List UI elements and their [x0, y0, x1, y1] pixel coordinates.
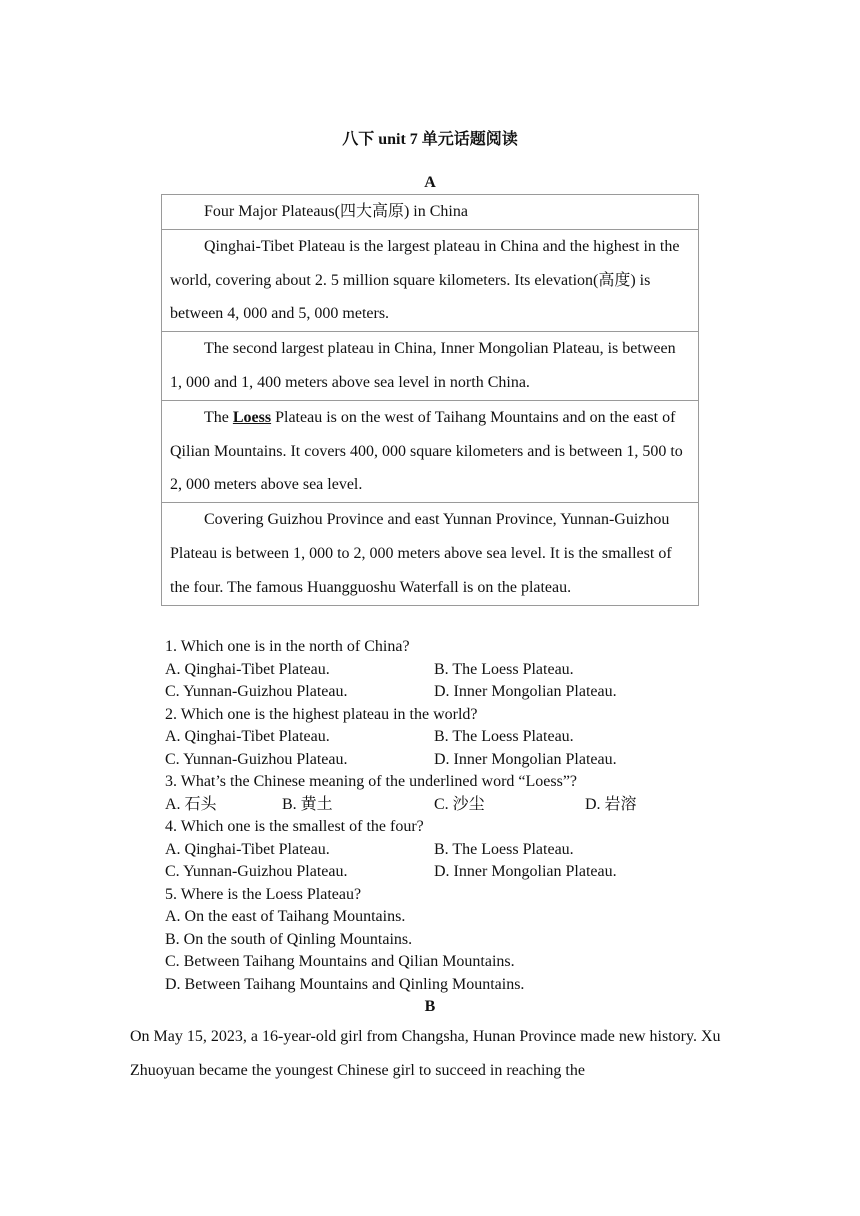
passage-b	[130, 1020, 730, 1087]
answer-option: A. On the east of Taihang Mountains.	[165, 908, 406, 925]
question-stem: 5. Where is the Loess Plateau?	[165, 885, 362, 903]
question-stem: 3. What’s the Chinese meaning of the underlined word “Loess”?	[165, 773, 578, 790]
answer-option: A. Qinghai-Tibet Plateau.	[165, 728, 330, 745]
section-a-label: A	[424, 174, 436, 191]
table-row	[162, 229, 699, 331]
answer-option: D. Inner Mongolian Plateau.	[434, 863, 617, 880]
table-cell-text: The second largest plateau in China, Inner Mongolian Plateau, is between 1, 000 and 1, 400 meters above sea level in north China.	[170, 340, 676, 391]
answer-option: C. Yunnan-Guizhou Plateau.	[165, 863, 348, 880]
question-stem: 1. Which one is in the north of China?	[165, 638, 410, 655]
plateau-table	[161, 194, 699, 606]
answer-option: D. Inner Mongolian Plateau.	[434, 750, 617, 768]
table-cell-text: Covering Guizhou Province and east Yunnan Province, Yunnan-Guizhou Plateau is between 1, 000 to 2, 000 meters above sea level. It is the smallest of the four. The famous Huangguoshu Waterfall is on the plateau.	[170, 511, 672, 596]
answer-option: B. On the south of Qinling Mountains.	[165, 930, 413, 948]
answer-option: A. Qinghai-Tibet Plateau.	[165, 840, 330, 858]
answer-option: C. Between Taihang Mountains and Qilian Mountains.	[165, 953, 515, 970]
answer-option: C. Yunnan-Guizhou Plateau.	[165, 750, 348, 768]
answer-option: B. The Loess Plateau.	[434, 660, 574, 678]
table-heading: Four Major Plateaus(四大高原) in China	[204, 203, 468, 220]
table-cell-text: The Loess Plateau is on the west of Taihang Mountains and on the east of Qilian Mountains. It covers 400, 000 square kilometers and is between 1, 500 to 2, 000 meters above sea level.	[170, 408, 683, 494]
table-row	[162, 400, 699, 502]
table-row	[162, 195, 699, 230]
question-stem: 2. Which one is the highest plateau in the world?	[165, 705, 478, 723]
answer-option: D. Between Taihang Mountains and Qinling Mountains.	[165, 975, 525, 993]
answer-option: D. 岩溶	[585, 795, 637, 813]
section-b-label: B	[424, 998, 436, 1015]
table-cell-text: Qinghai-Tibet Plateau is the largest plateau in China and the highest in the world, covering about 2. 5 million square kilometers. Its elevation(高度) is between 4, 000 and 5, 000 meters.	[170, 237, 680, 323]
underlined-word-loess: Loess	[232, 408, 272, 426]
table-row	[162, 332, 699, 401]
question-list	[165, 636, 765, 996]
answer-option: A. 石头	[165, 795, 217, 813]
answer-option: B. The Loess Plateau.	[434, 840, 574, 858]
answer-option: B. 黄土	[282, 795, 333, 813]
answer-option: D. Inner Mongolian Plateau.	[434, 683, 617, 700]
answer-option: A. Qinghai-Tibet Plateau.	[165, 660, 330, 678]
page-title: 八下 unit 7 单元话题阅读	[342, 131, 518, 148]
answer-option: C. 沙尘	[434, 795, 485, 813]
answer-option: B. The Loess Plateau.	[434, 728, 574, 745]
question-stem: 4. Which one is the smallest of the four?	[165, 818, 424, 835]
answer-option: C. Yunnan-Guizhou Plateau.	[165, 683, 348, 700]
passage-b-text: On May 15, 2023, a 16-year-old girl from Changsha, Hunan Province made new history. Xu Zhuoyuan became the youngest Chinese girl to succeed in reaching the	[130, 1028, 721, 1079]
table-row	[162, 503, 699, 605]
